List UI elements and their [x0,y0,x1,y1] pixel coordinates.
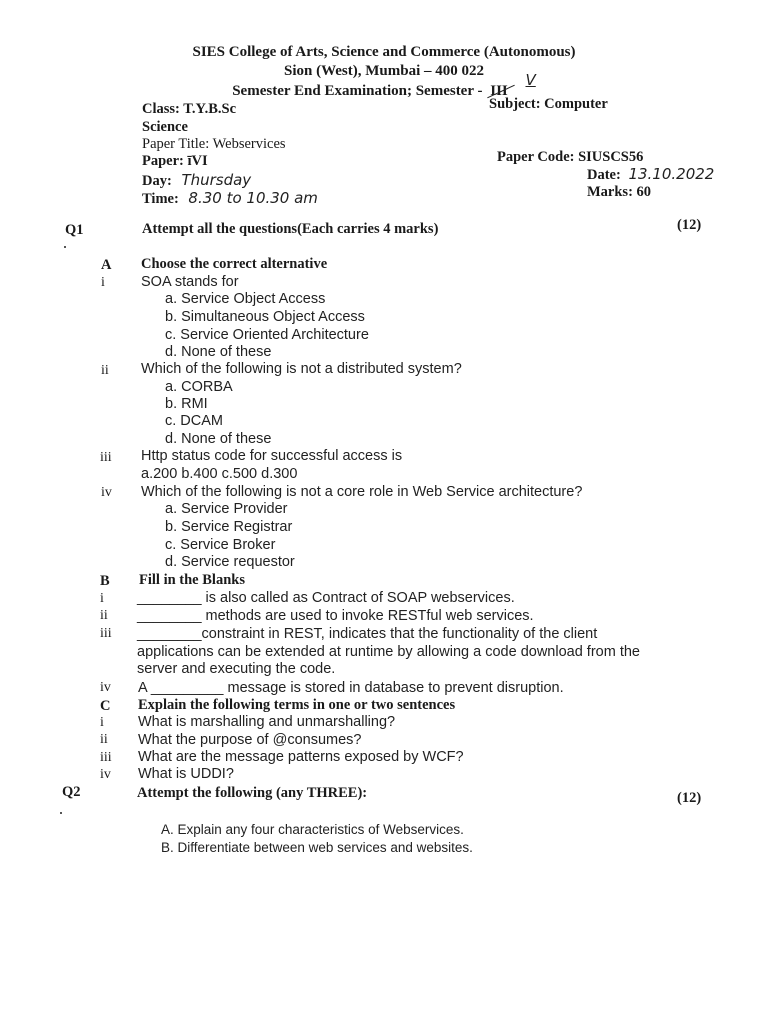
option: a. CORBA [165,379,233,395]
semester-handwritten: V [525,71,536,89]
blank: ________ [137,608,202,624]
time-row [142,189,318,208]
item-number: iv [100,680,111,695]
date-row [587,165,714,184]
item-prefix: A [138,680,151,696]
item-number: i [100,715,104,730]
option: d. None of these [165,344,272,360]
day-row [142,171,251,190]
class-label: Class: T.Y.B.Sc [142,101,237,117]
q2-label: Q2 [62,784,81,800]
question-number: i [101,275,105,290]
option: a. Service Provider [165,501,288,517]
question-text: Which of the following is not a core role in Web Service architecture? [141,484,583,500]
blank: ________ [137,626,202,642]
q2-marks: (12) [677,790,702,806]
option: d. Service requestor [165,554,295,570]
item-text: What the purpose of @consumes? [138,732,362,748]
item-text: What is UDDI? [138,766,234,782]
fill-blank-item [138,680,564,696]
blank: ________ [137,590,202,606]
item-number: ii [100,732,108,747]
section-a-heading: Choose the correct alternative [141,256,328,272]
question-number: iii [100,450,112,465]
scan-dot [60,812,62,814]
section-b-label: B [100,573,110,589]
option: b. Service Registrar [165,519,293,535]
college-name: SIES College of Arts, Science and Commerce (Autonomous) [192,44,576,60]
semester-struck-text: III [490,83,508,99]
option: c. Service Oriented Architecture [165,327,369,343]
time-label: Time: [142,191,179,207]
option: b. Simultaneous Object Access [165,309,365,325]
item-text: methods are used to invoke RESTful web services. [201,608,534,624]
q1-title: Attempt all the questions(Each carries 4 marks) [142,221,439,237]
question-text: Which of the following is not a distributed system? [141,361,462,377]
question-text: Http status code for successful access is [141,448,403,464]
item-text: What are the message patterns exposed by WCF? [138,749,464,765]
question-text: SOA stands for [141,274,239,290]
q1-label: Q1 [65,222,84,238]
date-label: Date: [587,167,621,183]
subject-label: Subject: Computer [489,96,608,112]
item-number: ii [100,608,108,623]
blank: _________ [150,680,224,696]
section-b-heading: Fill in the Blanks [139,572,245,588]
inline-options: a.200 b.400 c.500 d.300 [141,466,298,482]
time-value: 8.30 to 10.30 am [188,189,318,207]
scan-dot [64,246,66,248]
section-a-label: A [101,257,112,273]
science-label: Science [142,119,188,135]
item-number: iii [100,626,112,641]
day-label: Day: [142,173,172,189]
item-text: message is stored in database to prevent disruption. [223,680,564,696]
college-address: Sion (West), Mumbai – 400 022 [283,63,484,79]
exam-title-text: Semester End Examination; Semester - [232,83,483,99]
section-c-label: C [100,698,111,714]
item-text: What is marshalling and unmarshalling? [138,714,396,730]
option: d. None of these [165,431,272,447]
option: c. DCAM [165,413,223,429]
item-text: is also called as Contract of SOAP webservices. [201,590,515,606]
date-value: 13.10.2022 [628,165,715,183]
item-text: constraint in REST, indicates that the functionality of the client [201,626,598,642]
q2-item: A. Explain any four characteristics of Webservices. [161,822,464,837]
paper-code: Paper Code: SIUSCS56 [497,149,644,165]
marks-label: Marks: 60 [587,184,652,200]
paper-number: Paper: īVI [142,153,208,169]
item-continuation: applications can be extended at runtime by allowing a code download from the [137,644,640,660]
question-number: ii [101,363,109,378]
paper-title: Paper Title: Webservices [142,136,286,152]
question-number: iv [101,485,112,500]
fill-blank-item [137,590,515,606]
item-number: i [100,591,104,606]
fill-blank-item [137,626,597,642]
option: a. Service Object Access [165,291,326,307]
q1-marks: (12) [677,217,702,233]
q2-title: Attempt the following (any THREE): [137,785,368,801]
section-c-heading: Explain the following terms in one or two sentences [138,697,456,713]
option: b. RMI [165,396,208,412]
item-continuation: server and executing the code. [137,661,336,677]
item-number: iii [100,750,112,765]
option: c. Service Broker [165,537,276,553]
fill-blank-item [137,608,534,624]
q2-item: B. Differentiate between web services and websites. [161,840,473,855]
item-number: iv [100,767,111,782]
day-value: Thursday [181,171,252,189]
